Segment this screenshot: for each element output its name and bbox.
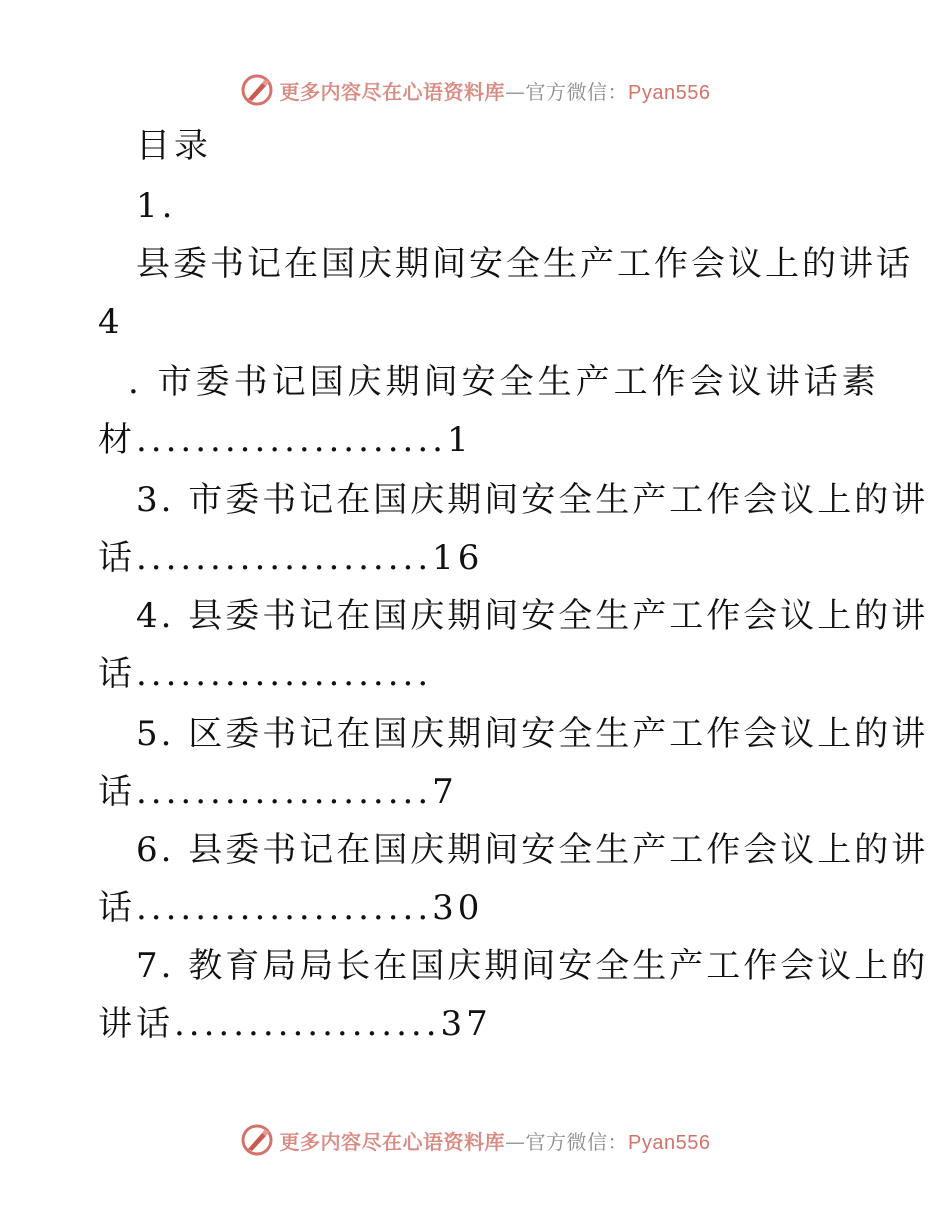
toc-entry-1-page: 4 <box>98 302 124 342</box>
pen-logo-icon <box>240 73 274 107</box>
watermark-separator: — <box>505 1129 526 1154</box>
toc-entry-6-leader: 话....................30 <box>98 888 484 928</box>
toc-entry-3-title: 3. 市委书记在国庆期间安全生产工作会议上的讲 <box>136 480 929 520</box>
toc-entry-3-leader: 话....................16 <box>98 538 484 578</box>
toc-heading: 目录 <box>136 126 212 166</box>
watermark-site: 更多内容尽在心语资料库 <box>279 79 506 104</box>
header-watermark <box>0 72 950 108</box>
toc-entry-2-leader: 材.....................1 <box>98 420 473 460</box>
watermark-id: Pyan556 <box>628 1131 711 1154</box>
watermark-id: Pyan556 <box>628 81 711 104</box>
pen-logo-icon <box>240 1123 274 1157</box>
watermark-site: 更多内容尽在心语资料库 <box>279 1129 506 1154</box>
toc-entry-1-number: 1. <box>136 186 177 226</box>
watermark-label: 官方微信： <box>525 79 629 104</box>
footer-watermark <box>0 1122 950 1158</box>
watermark-text <box>280 76 711 105</box>
toc-entry-4-title: 4. 县委书记在国庆期间安全生产工作会议上的讲 <box>136 596 929 636</box>
toc-entry-2-title: . 市委书记国庆期间安全生产工作会议讲话素 <box>128 362 880 402</box>
watermark-text <box>280 1126 711 1155</box>
toc-entry-5-title: 5. 区委书记在国庆期间安全生产工作会议上的讲 <box>136 714 929 754</box>
watermark-label: 官方微信： <box>525 1129 629 1154</box>
toc-entry-5-leader: 话....................7 <box>98 772 458 812</box>
toc-entry-1-title: 县委书记在国庆期间安全生产工作会议上的讲话 <box>136 244 913 284</box>
watermark-separator: — <box>505 79 526 104</box>
toc-entry-4-leader: 话.................... <box>98 654 433 694</box>
toc-entry-7-title: 7. 教育局局长在国庆期间安全生产工作会议上的 <box>136 946 929 986</box>
toc-entry-7-leader: 讲话..................37 <box>98 1004 492 1044</box>
toc-entry-6-title: 6. 县委书记在国庆期间安全生产工作会议上的讲 <box>136 830 929 870</box>
